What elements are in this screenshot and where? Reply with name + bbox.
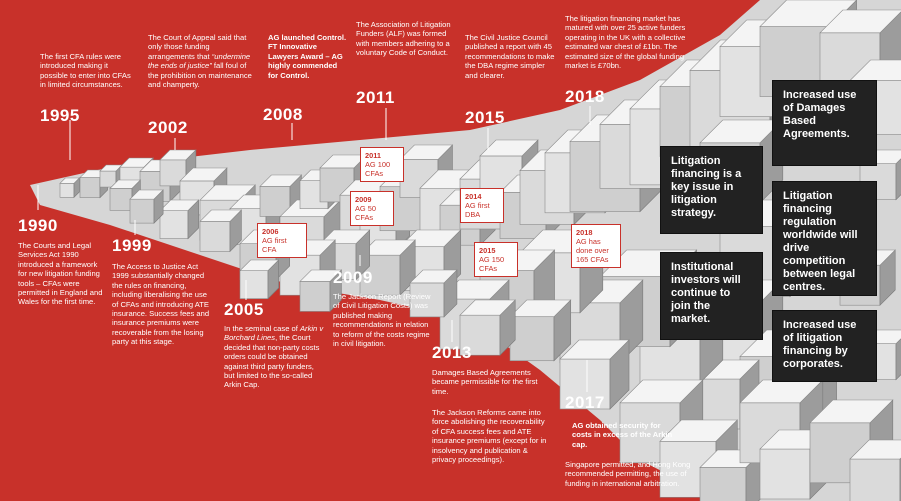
milestone-1995-text: The first CFA rules were introduced making it possible to enter into CFAs in limited circumstances.	[40, 52, 131, 90]
prediction-box-4: Litigation financing regulation worldwide will drive competition between legal centres.	[772, 181, 877, 296]
milestone-1990-text: The Courts and Legal Services Act 1990 introduced a framework for new litigation funding tools – CFAs were permitted in England and Wales for the first time.	[18, 241, 103, 307]
cube	[60, 178, 79, 197]
milestone-2008-text: AG launched Control. FT Innovative Lawyers Award – AG highly commended for Control.	[268, 33, 347, 80]
badge-2015: 2015 AG 150 CFAs	[474, 242, 518, 277]
prediction-box-5: Increased use of litigation financing by corporates.	[772, 310, 877, 382]
milestone-2017-note: AG obtained security for costs in excess of the Arkin cap.	[572, 421, 673, 449]
milestone-2011-text: The Association of Litigation Funders (ALF) was formed with members adhering to a voluntary Code of Conduct.	[356, 20, 451, 58]
milestone-2017-text: Singapore permitted, and Hong Kong recommended permitting, the use of funding in international arbitration.	[565, 460, 691, 488]
milestone-2002-text: The Court of Appeal said that only those funding arrangements that “undermine the ends of justice” fall foul of the prohibition on maintenance and champerty.	[148, 33, 252, 90]
prediction-box-1: Litigation financing is a key issue in litigation strategy.	[660, 146, 763, 234]
milestone-1999-year: 1999	[112, 236, 152, 255]
milestone-2015-text: The Civil Justice Council published a report with 45 recommendations to make the DBA regime simpler and clearer.	[465, 33, 555, 80]
milestone-1999-text: The Access to Justice Act 1999 substantially changed the rules on financing, including liberalising the use of CFAs and introducing ATE insurance. Success fees and insurance premiums were recoverable from the losing party at this stage.	[112, 262, 210, 347]
milestone-1995-year: 1995	[40, 106, 80, 125]
milestone-2017-year: 2017	[565, 393, 605, 412]
milestone-2009-text: The Jackson Report (Review of Civil Litigation Costs) was published making recommendations in relation to reform of the costs regime in civil litigation.	[333, 292, 431, 349]
cube	[510, 300, 571, 361]
prediction-box-3: Increased use of Damages Based Agreements.	[772, 80, 877, 166]
milestone-1990-year: 1990	[18, 216, 58, 235]
milestone-2018-text: The litigation financing market has matured with over 25 active funders operating in the UK with a collective estimated war chest of £1bn. The estimated size of the global funding market is £70bn.	[565, 14, 686, 71]
milestone-2005-year: 2005	[224, 300, 264, 319]
badge-2009: 2009 AG 50 CFAs	[350, 191, 394, 226]
milestone-2013-text-a: Damages Based Agreements became permissible for the first time.	[432, 368, 538, 396]
milestone-2018-year: 2018	[565, 87, 605, 106]
cube	[130, 190, 163, 223]
milestone-2009-year: 2009	[333, 268, 373, 287]
milestone-2005-text: In the seminal case of Arkin v Borchard Lines, the Court decided that non-party costs orders could be obtained against third party funders, but limited to the so-called Arkin Cap.	[224, 324, 324, 390]
milestone-2008-year: 2008	[263, 105, 303, 124]
badge-2011: 2011 AG 100 CFAs	[360, 147, 404, 182]
milestone-2015-year: 2015	[465, 108, 505, 127]
milestone-2013-text-b: The Jackson Reforms came into force abolishing the recoverability of CFA success fees and ATE insurance premiums (except for in insolvency and publication & privacy proceedings).	[432, 408, 547, 465]
cube	[200, 210, 241, 251]
badge-2018: 2018 AG has done over 165 CFAs	[571, 224, 621, 268]
milestone-2002-year: 2002	[148, 118, 188, 137]
milestone-2013-year: 2013	[432, 343, 472, 362]
cube	[160, 200, 199, 239]
badge-2006: 2006 AG first CFA	[257, 223, 307, 258]
prediction-box-2: Institutional investors will continue to join the market.	[660, 252, 763, 340]
milestone-2011-year: 2011	[356, 88, 395, 107]
badge-2014: 2014 AG first DBA	[460, 188, 504, 223]
